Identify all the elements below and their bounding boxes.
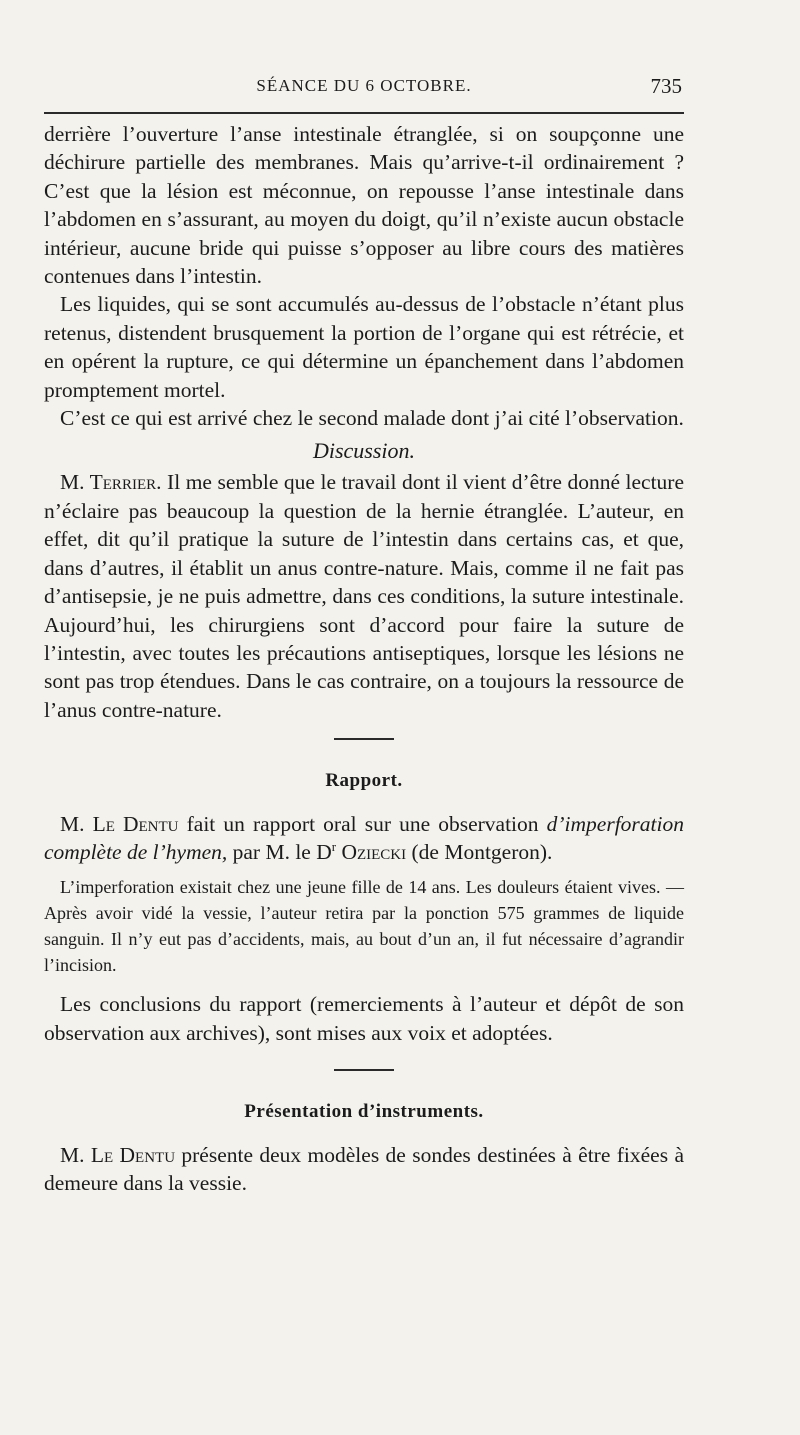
rapport-title: d’imperforation complète de l’hymen, bbox=[44, 811, 684, 865]
running-header bbox=[44, 74, 684, 102]
presentation-speaker: M. Le Dentu bbox=[60, 1142, 176, 1167]
rapport-speaker: M. Le Dentu bbox=[60, 811, 179, 836]
header-rule bbox=[44, 112, 684, 114]
page-number: 735 bbox=[650, 74, 682, 98]
discussion-speaker: M. Terrier. bbox=[60, 470, 162, 495]
rapport-sup: r bbox=[331, 839, 337, 854]
rapport-place: (de Montgeron). bbox=[406, 840, 553, 865]
section-divider-1 bbox=[334, 738, 394, 740]
rapport-summary: L’imperforation existait chez une jeune fille de 14 ans. Les douleurs étaient vives. — Après avoir vidé la vessie, l’auteur retira par la ponction 575 grammes de liquide sanguin. Il n’y eut pas d’accidents, mais, au bout d’un an, il fut nécessaire d’agrandir l’incision. bbox=[44, 877, 684, 976]
rapport-conclusion: Les conclusions du rapport (remerciements à l’auteur et dépôt de son observation aux archives), sont mises aux voix et adoptées. bbox=[44, 992, 684, 1045]
running-title: SÉANCE DU 6 OCTOBRE. bbox=[256, 76, 472, 95]
presentation-text: présente deux modèles de sondes destinées à être fixées à demeure dans la vessie. bbox=[44, 1142, 684, 1196]
rapport-author: Oziecki bbox=[336, 840, 407, 865]
discussion-title: Discussion. bbox=[312, 438, 416, 464]
discussion-paragraph bbox=[44, 468, 684, 724]
paragraph-1: derrière l’ouverture l’anse intestinale étranglée, si on soupçonne une déchirure partielle des membranes. Mais qu’arrive-t-il ordinairement ? C’est que la lésion est méconnue, on repousse l’anse intestinale dans l’abdomen en s’assurant, au moyen du doigt, qu’il n’existe aucun obstacle intérieur, aucune bride qui puisse s’opposer au libre cours des matières contenues dans l’intestin. bbox=[44, 122, 684, 289]
presentation-heading: Présentation d’instruments. bbox=[244, 1100, 484, 1122]
rapport-paragraph bbox=[44, 810, 684, 867]
rapport-heading: Rapport. bbox=[325, 769, 403, 791]
presentation-paragraph bbox=[44, 1141, 684, 1198]
paragraph-2: Les liquides, qui se sont accumulés au-dessus de l’obstacle n’étant plus retenus, distendent brusquement la portion de l’organe qui est rétrécie, et en opérent la rupture, ce qui détermine un épanchement dans l’abdomen promptement mortel. bbox=[44, 292, 684, 402]
rapport-intro: fait un rapport oral sur une observation bbox=[186, 811, 547, 836]
rapport-by: par M. le D bbox=[227, 840, 332, 865]
paragraph-3: C’est ce qui est arrivé chez le second malade dont j’ai cité l’observation. bbox=[60, 406, 684, 431]
discussion-text: Il me semble que le travail dont il vient d’être donné lecture n’éclaire pas beaucoup la question de la hernie étranglée. L’auteur, en effet, dit qu’il pratique la suture de l’intestin dans certains cas, et que, dans d’autres, il établit un anus contre-nature. Mais, comme il ne fait pas d’antisepsie, je ne puis admettre, dans ces conditions, la suture intestinale. Aujourd’hui, les chirurgiens sont d’accord pour faire la suture de l’intestin, avec toutes les précautions antiseptiques, lorsque les lésions ne sont pas trop étendues. Dans le cas contraire, on a toujours la ressource de l’anus contre-nature. bbox=[44, 470, 685, 722]
section-divider-2 bbox=[334, 1069, 394, 1071]
page-body bbox=[44, 120, 684, 1198]
